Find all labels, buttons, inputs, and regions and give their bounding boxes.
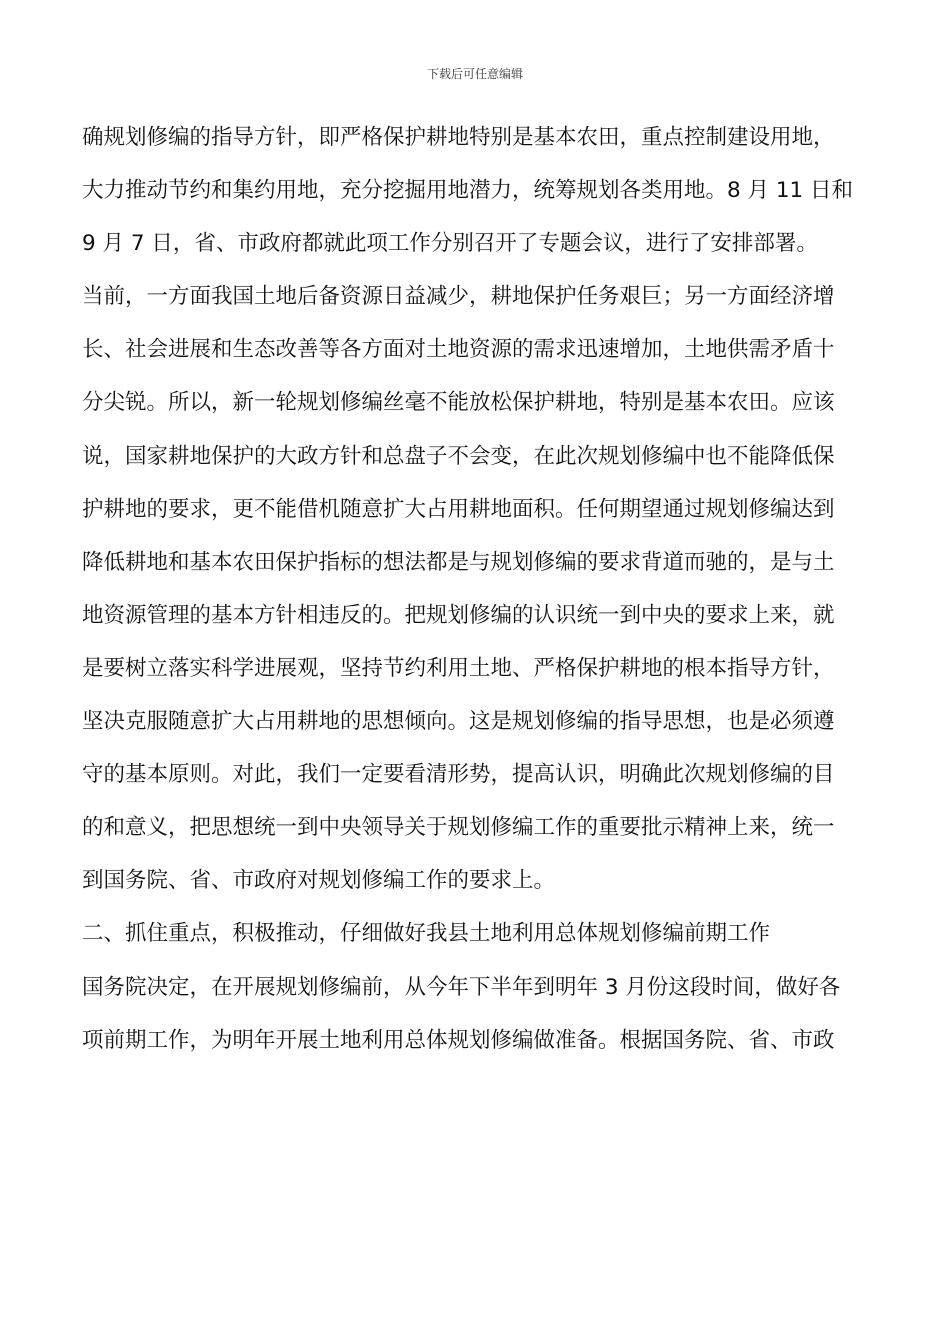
page-header: 下载后可任意编辑 xyxy=(426,67,523,81)
body-line: 说，国家耕地保护的大政方针和总盘子不会变，在此次规划修编中也不能降低保 xyxy=(82,443,835,469)
body-line: 大力推动节约和集约用地，充分挖掘用地潜力，统筹规划各类用地。8 月 11 日和 xyxy=(82,178,854,204)
body-line: 是要树立落实科学进展观，坚持节约利用土地、严格保护耕地的根本指导方针， xyxy=(82,655,835,681)
body-line: 的和意义，把思想统一到中央领导关于规划修编工作的重要批示精神上来，统一 xyxy=(82,815,835,841)
body-line: 长、社会进展和生态改善等各方面对土地资源的需求迅速增加，土地供需矛盾十 xyxy=(82,337,835,363)
section-heading: 二、抓住重点，积极推动，仔细做好我县土地利用总体规划修编前期工作 xyxy=(82,921,771,947)
body-line: 当前，一方面我国土地后备资源日益减少，耕地保护任务艰巨；另一方面经济增 xyxy=(82,284,835,310)
body-line: 项前期工作，为明年开展土地利用总体规划修编做准备。根据国务院、省、市政 xyxy=(82,1027,835,1053)
document-body xyxy=(82,118,872,1074)
body-line: 护耕地的要求，更不能借机随意扩大占用耕地面积。任何期望通过规划修编达到 xyxy=(82,496,835,522)
body-line: 到国务院、省、市政府对规划修编工作的要求上。 xyxy=(82,868,556,894)
body-line: 确规划修编的指导方针，即严格保护耕地特别是基本农田，重点控制建设用地， xyxy=(82,125,835,150)
body-line: 守的基本原则。对此，我们一定要看清形势，提高认识，明确此次规划修编的目 xyxy=(82,762,835,788)
body-line: 9 月 7 日，省、市政府都就此项工作分别召开了专题会议，进行了安排部署。 xyxy=(82,231,818,257)
body-line: 地资源管理的基本方针相违反的。把规划修编的认识统一到中央的要求上来，就 xyxy=(82,602,835,628)
body-line: 坚决克服随意扩大占用耕地的思想倾向。这是规划修编的指导思想，也是必须遵 xyxy=(82,709,835,735)
body-line: 国务院决定，在开展规划修编前，从今年下半年到明年 3 月份这段时间，做好各 xyxy=(82,974,841,1000)
body-line: 分尖锐。所以，新一轮规划修编丝毫不能放松保护耕地，特别是基本农田。应该 xyxy=(82,390,835,416)
body-line: 降低耕地和基本农田保护指标的想法都是与规划修编的要求背道而驰的，是与土 xyxy=(82,549,835,575)
